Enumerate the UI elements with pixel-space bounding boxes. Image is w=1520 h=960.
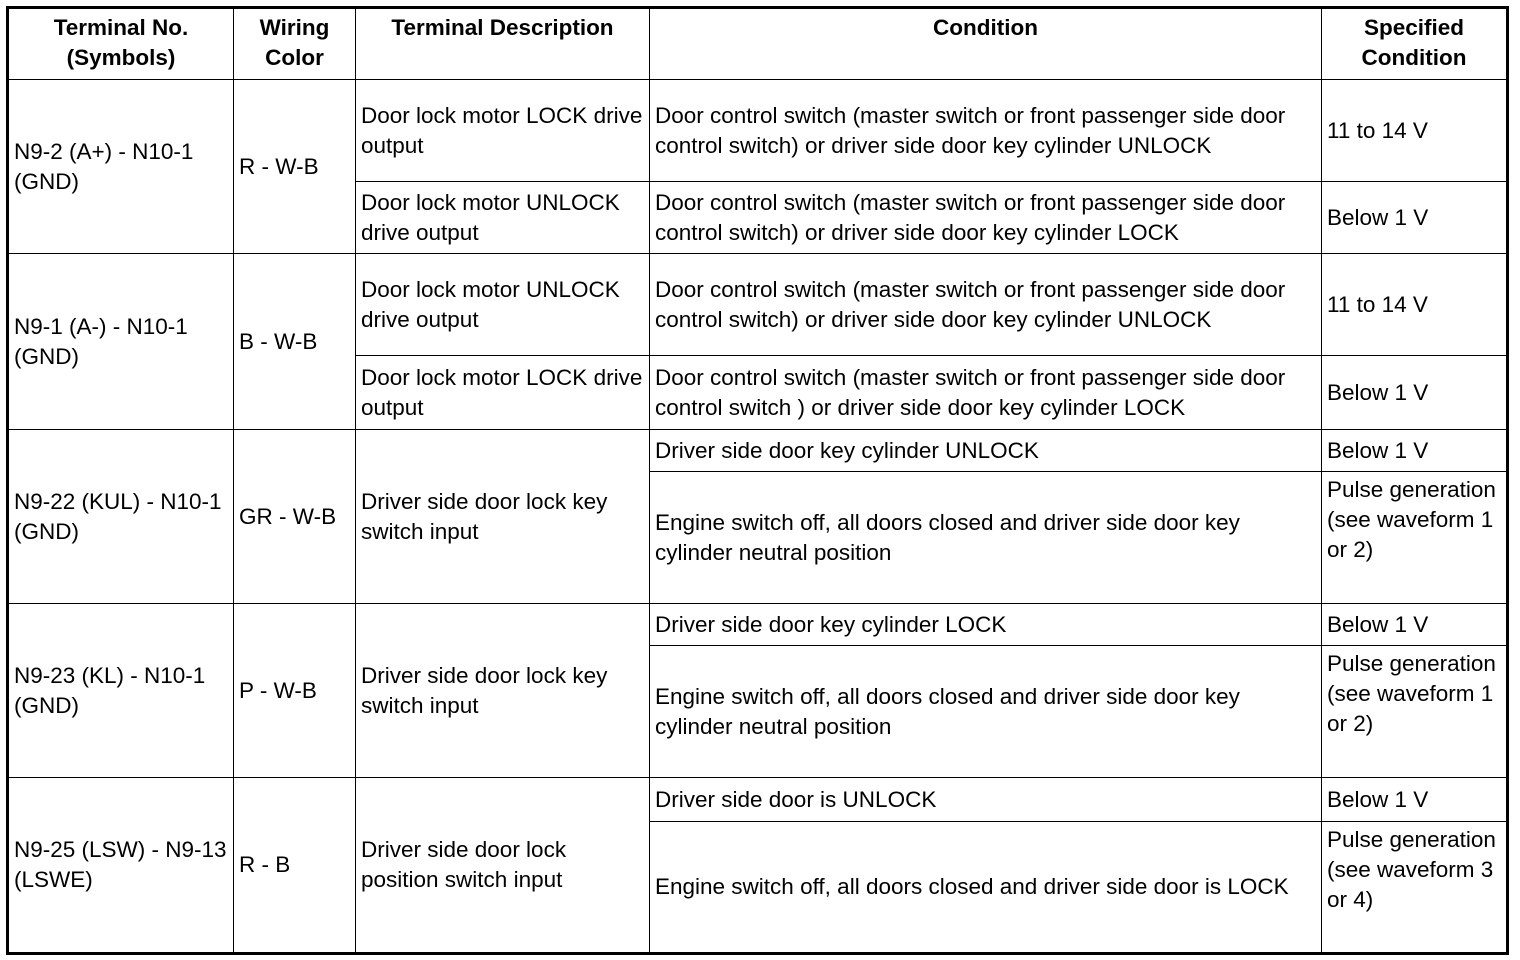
wiring-color-cell: P - W-B xyxy=(234,604,356,778)
condition-cell: Door control switch (master switch or front passenger side door control switch) or driver side door key cylinder UNLOCK xyxy=(650,80,1322,182)
terminal-table xyxy=(6,6,1509,955)
description-cell: Door lock motor UNLOCK drive output xyxy=(356,182,650,254)
condition-cell: Engine switch off, all doors closed and driver side door key cylinder neutral position xyxy=(650,472,1322,604)
description-cell: Door lock motor LOCK drive output xyxy=(356,356,650,430)
table-row xyxy=(8,604,1508,646)
terminal-cell: N9-25 (LSW) - N9-13 (LSWE) xyxy=(8,778,234,954)
header-specified-condition: Specified Condition xyxy=(1322,8,1508,80)
header-terminal: Terminal No. (Symbols) xyxy=(8,8,234,80)
terminal-cell: N9-22 (KUL) - N10-1 (GND) xyxy=(8,430,234,604)
specified-condition-cell: Pulse generation (see waveform 3 or 4) xyxy=(1322,822,1508,954)
header-terminal-description: Terminal Description xyxy=(356,8,650,80)
condition-cell: Door control switch (master switch or front passenger side door control switch ) or driver side door key cylinder LOCK xyxy=(650,356,1322,430)
condition-cell: Driver side door key cylinder UNLOCK xyxy=(650,430,1322,472)
wiring-color-cell: GR - W-B xyxy=(234,430,356,604)
wiring-color-cell: R - W-B xyxy=(234,80,356,254)
description-cell: Driver side door lock position switch input xyxy=(356,778,650,954)
condition-cell: Door control switch (master switch or front passenger side door control switch) or driver side door key cylinder LOCK xyxy=(650,182,1322,254)
specified-condition-cell: Pulse generation (see waveform 1 or 2) xyxy=(1322,472,1508,604)
specified-condition-cell: Below 1 V xyxy=(1322,604,1508,646)
condition-cell: Engine switch off, all doors closed and driver side door is LOCK xyxy=(650,822,1322,954)
table-row xyxy=(8,778,1508,822)
description-cell: Driver side door lock key switch input xyxy=(356,430,650,604)
description-cell: Door lock motor LOCK drive output xyxy=(356,80,650,182)
table-row xyxy=(8,80,1508,182)
description-cell: Driver side door lock key switch input xyxy=(356,604,650,778)
wiring-color-cell: B - W-B xyxy=(234,254,356,430)
table-row xyxy=(8,254,1508,356)
specified-condition-cell: 11 to 14 V xyxy=(1322,254,1508,356)
condition-cell: Driver side door is UNLOCK xyxy=(650,778,1322,822)
specified-condition-cell: Below 1 V xyxy=(1322,356,1508,430)
wiring-color-cell: R - B xyxy=(234,778,356,954)
table-row xyxy=(8,430,1508,472)
header-condition: Condition xyxy=(650,8,1322,80)
specified-condition-cell: Below 1 V xyxy=(1322,182,1508,254)
specified-condition-cell: Below 1 V xyxy=(1322,430,1508,472)
terminal-cell: N9-2 (A+) - N10-1 (GND) xyxy=(8,80,234,254)
specified-condition-cell: Pulse generation (see waveform 1 or 2) xyxy=(1322,646,1508,778)
condition-cell: Engine switch off, all doors closed and driver side door key cylinder neutral position xyxy=(650,646,1322,778)
specified-condition-cell: Below 1 V xyxy=(1322,778,1508,822)
condition-cell: Driver side door key cylinder LOCK xyxy=(650,604,1322,646)
header-wiring-color: Wiring Color xyxy=(234,8,356,80)
specified-condition-cell: 11 to 14 V xyxy=(1322,80,1508,182)
terminal-cell: N9-1 (A-) - N10-1 (GND) xyxy=(8,254,234,430)
terminal-cell: N9-23 (KL) - N10-1 (GND) xyxy=(8,604,234,778)
description-cell: Door lock motor UNLOCK drive output xyxy=(356,254,650,356)
header-row xyxy=(8,8,1508,80)
condition-cell: Door control switch (master switch or front passenger side door control switch) or driver side door key cylinder UNLOCK xyxy=(650,254,1322,356)
